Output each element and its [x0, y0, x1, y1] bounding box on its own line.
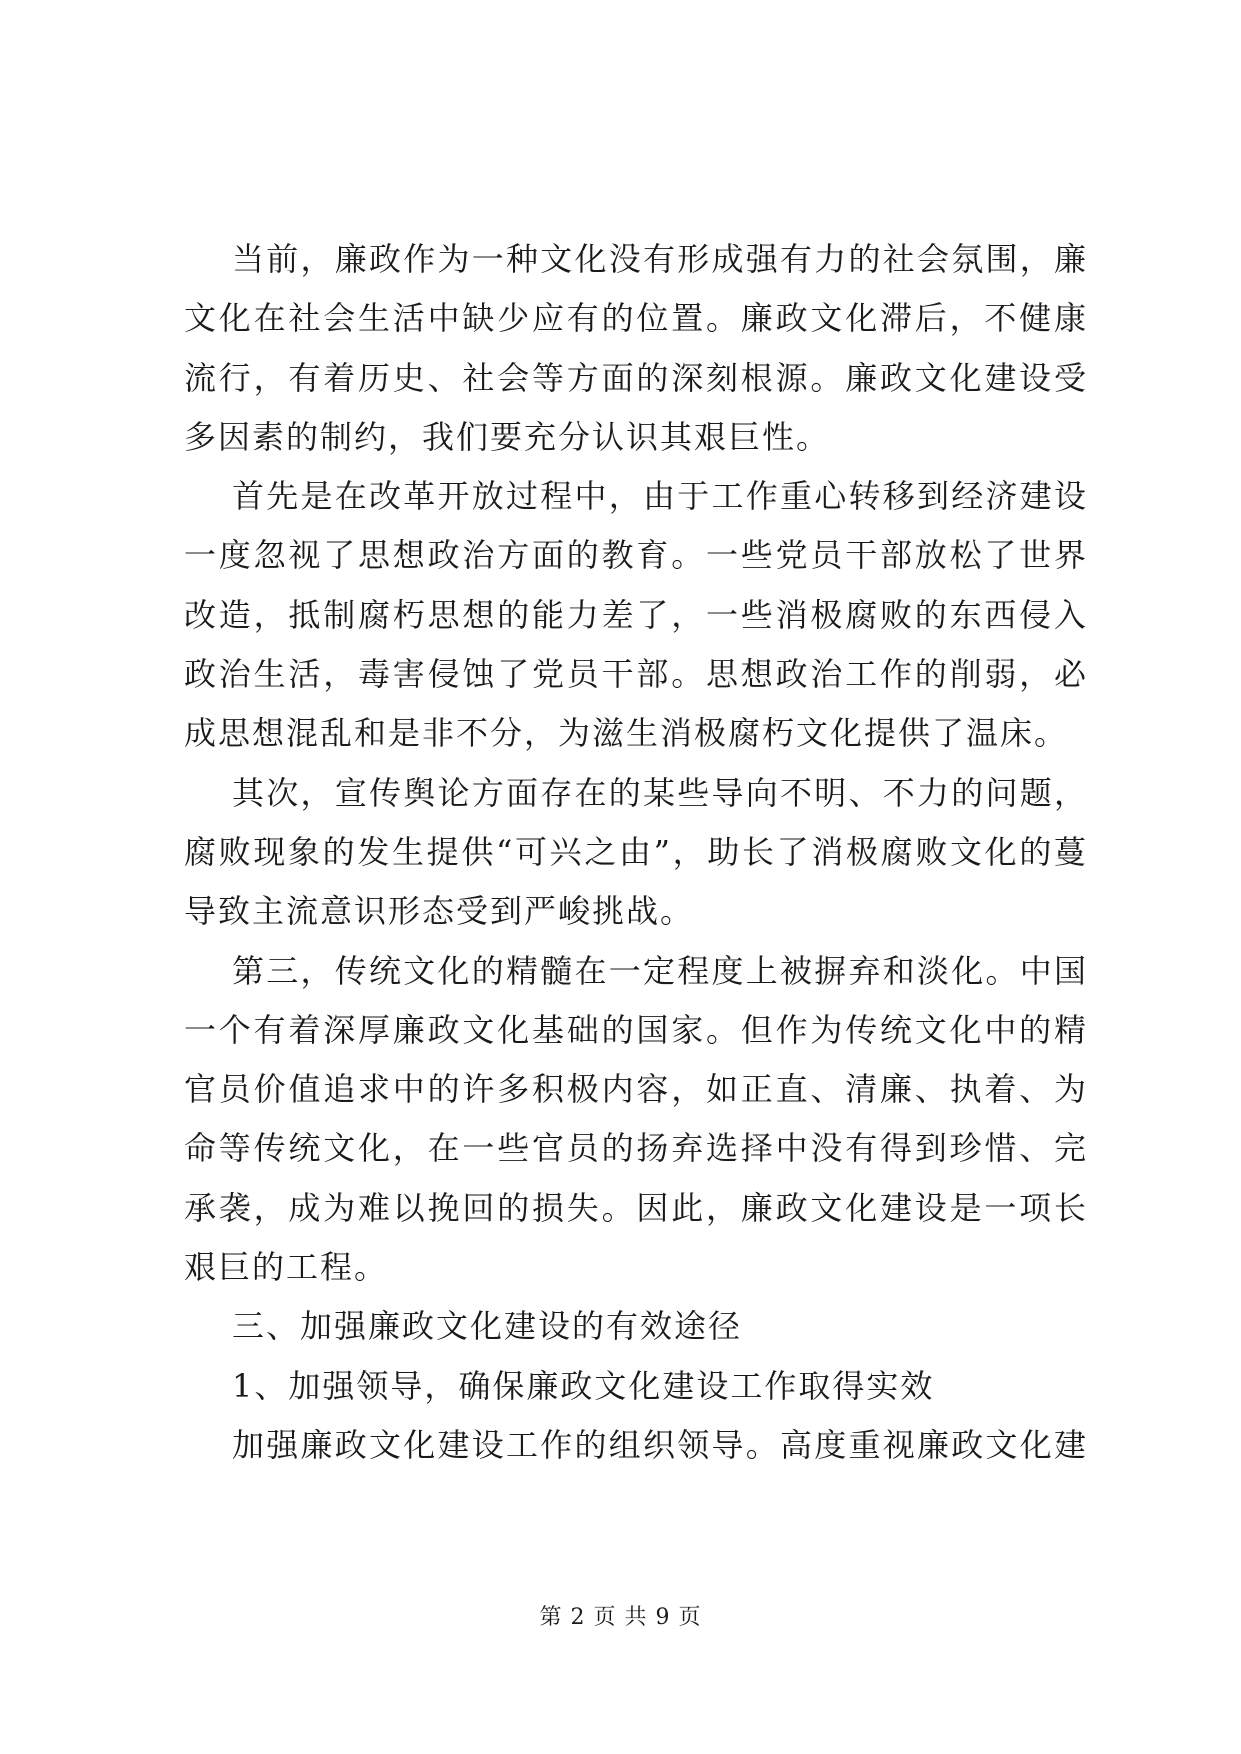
- subsection-heading: 1、加强领导，确保廉政文化建设工作取得实效: [232, 1366, 935, 1405]
- text-line: 首先是在改革开放过程中，由于工作重心转移到经济建设: [232, 477, 1088, 516]
- text-line: 命等传统文化，在一些官员的扬弃选择中没有得到珍惜、完: [184, 1129, 1088, 1168]
- text-line: 艰巨的工程。: [184, 1248, 389, 1287]
- text-line: 一个有着深厚廉政文化基础的国家。但作为传统文化中的精: [184, 1010, 1088, 1049]
- text-line: 承袭，成为难以挽回的损失。因此，廉政文化建设是一项长: [184, 1188, 1088, 1227]
- text-line: 官员价值追求中的许多积极内容，如正直、清廉、执着、为: [184, 1070, 1088, 1109]
- text-line: 流行，有着历史、社会等方面的深刻根源。廉政文化建设受: [184, 358, 1088, 397]
- text-line: 其次，宣传舆论方面存在的某些导向不明、不力的问题，: [232, 773, 1088, 812]
- text-line: 导致主流意识形态受到严峻挑战。: [184, 892, 695, 931]
- text-line: 成思想混乱和是非不分，为滋生消极腐朽文化提供了温床。: [184, 714, 1069, 753]
- text-line: 政治生活，毒害侵蚀了党员干部。思想政治工作的削弱，必: [184, 655, 1088, 694]
- text-line: 一度忽视了思想政治方面的教育。一些党员干部放松了世界: [184, 536, 1088, 575]
- text-line: 加强廉政文化建设工作的组织领导。高度重视廉政文化建: [232, 1425, 1088, 1464]
- text-line: 文化在社会生活中缺少应有的位置。廉政文化滞后，不健康: [184, 299, 1088, 338]
- text-line: 腐败现象的发生提供“可兴之由”，助长了消极腐败文化的蔓: [184, 832, 1088, 871]
- document-body: [184, 230, 1088, 1475]
- text-line: 改造，抵制腐朽思想的能力差了，一些消极腐败的东西侵入: [184, 595, 1088, 634]
- text-line: 当前，廉政作为一种文化没有形成强有力的社会氛围，廉: [232, 240, 1088, 278]
- section-heading: 三、加强廉政文化建设的有效途径: [232, 1307, 743, 1346]
- page-number-footer: 第 2 页 共 9 页: [539, 1605, 702, 1630]
- text-line: 第三，传统文化的精髓在一定程度上被摒弃和淡化。中国: [232, 951, 1088, 990]
- text-line: 多因素的制约，我们要充分认识其艰巨性。: [184, 417, 831, 456]
